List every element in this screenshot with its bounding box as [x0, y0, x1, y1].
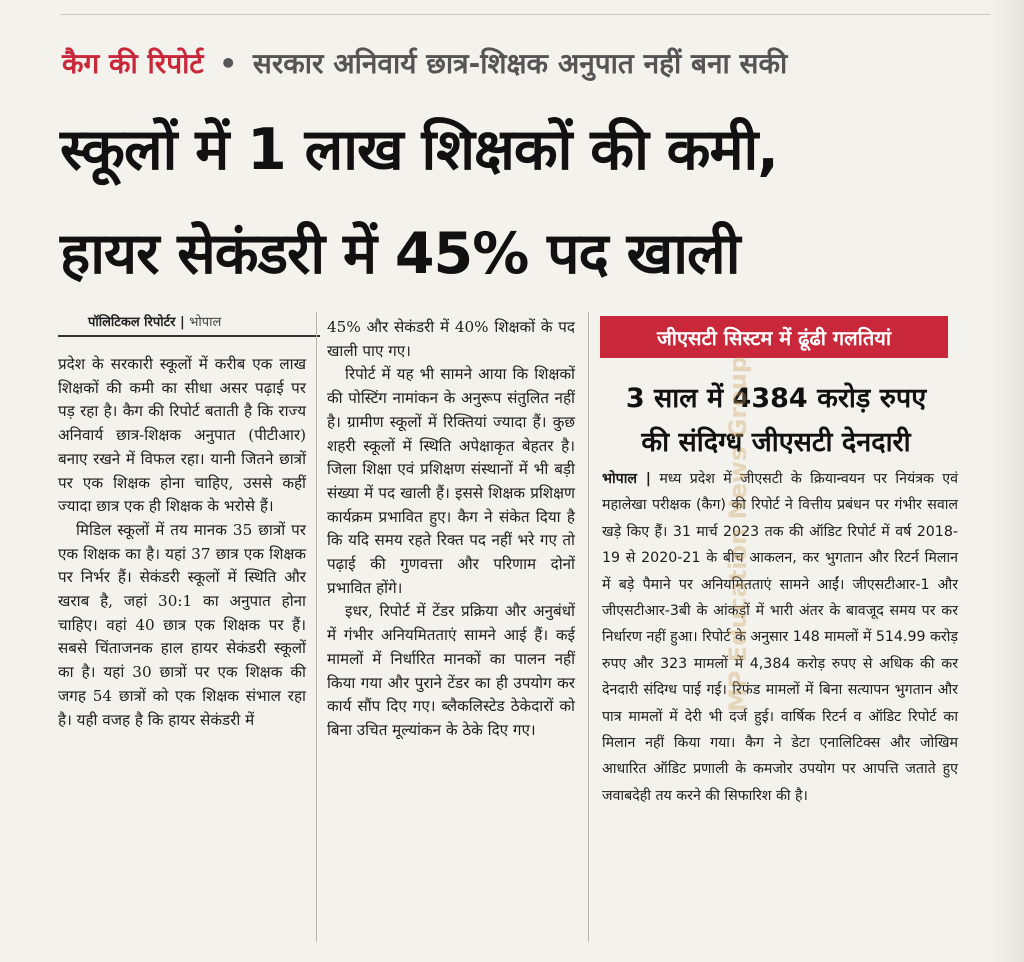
byline-reporter: पॉलिटिकल रिपोर्टर — [88, 315, 176, 330]
sidebar-title-line-1: 3 साल में 4384 करोड़ रुपए — [625, 383, 927, 414]
kicker-subtitle: सरकार अनिवार्य छात्र-शिक्षक अनुपात नहीं बना सकी — [252, 47, 788, 80]
column-divider-1 — [316, 312, 317, 942]
column-divider-2 — [588, 312, 589, 942]
article-column-2 — [327, 316, 575, 743]
headline-line-2: हायर सेकंडरी में 45% पद खाली — [60, 221, 740, 287]
sidebar-title-line-2: की संदिग्ध जीएसटी देनदारी — [641, 427, 911, 458]
kicker-label: कैग की रिपोर्ट — [62, 47, 204, 80]
article-paragraph: 45% और सेकंडरी में 40% शिक्षकों के पद खाली पाए गए। — [327, 318, 575, 360]
top-rule — [60, 14, 990, 15]
sidebar-body — [602, 466, 958, 809]
byline-rule — [58, 335, 320, 337]
sidebar-place: भोपाल | — [602, 471, 651, 487]
kicker-separator: • — [219, 47, 238, 80]
page-edge-shadow — [988, 0, 1024, 962]
byline — [88, 312, 221, 330]
byline-separator: | — [180, 315, 185, 330]
article-paragraph: मिडिल स्कूलों में तय मानक 35 छात्रों पर एक शिक्षक का है। यहां 37 छात्र एक शिक्षक पर निर्भर हैं। सेकंडरी स्कूलों में स्थिति और खराब है, जहां 30:1 का अनुपात होना चाहिए। वहां 40 छात्र एक शिक्षक पर हैं। सबसे चिंताजनक हाल हायर सेकंडरी स्कूलों का है। यहां 30 छात्रों पर एक शिक्षक की जगह 54 छात्रों को एक शिक्षक संभाल रहा है। यही वजह है कि हायर सेकंडरी में — [58, 520, 306, 729]
sidebar-label: जीएसटी सिस्टम में ढूंढी गलतियां — [600, 316, 948, 358]
kicker — [62, 44, 992, 94]
article-paragraph: रिपोर्ट में यह भी सामने आया कि शिक्षकों की पोस्टिंग नामांकन के अनुरूप संतुलित नहीं है। ग्रामीण स्कूलों में रिक्तियां ज्यादा हैं। कुछ शहरी स्कूलों में स्थिति अपेक्षाकृत बेहतर है। जिला शिक्षा एवं प्रशिक्षण संस्थानों में भी बड़ी संख्या में पद खाली हैं। इससे शिक्षक प्रशिक्षण कार्यक्रम प्रभावित हुए। कैग ने संकेत दिया है कि यदि समय रहते रिक्त पद नहीं भरे गए तो पढ़ाई की गुणवत्ता और परिणाम दोनों प्रभावित होंगे। — [327, 365, 575, 597]
article-paragraph: इधर, रिपोर्ट में टेंडर प्रक्रिया और अनुबंधों में गंभीर अनियमितताएं सामने आई हैं। कई मामलों में निर्धारित मानकों का पालन नहीं किया गया और पुराने टेंडर का ही उपयोग कर कार्य सौंप दिए गए। ब्लैकलिस्टेड ठेकेदारों को बिना उचित मूल्यांकन के ठेके दिए गए। — [327, 602, 575, 739]
article-paragraph: प्रदेश के सरकारी स्कूलों में करीब एक लाख शिक्षकों की कमी का सीधा असर पढ़ाई पर पड़ रहा है। कैग की रिपोर्ट बताती है कि राज्य अनिवार्य छात्र-शिक्षक अनुपात (पीटीआर) बनाए रखने में विफल रहा। यानी जितने छात्रों पर एक शिक्षक होना चाहिए, उससे कहीं ज्यादा छात्र एक ही शिक्षक के भरोसे हैं। — [58, 355, 306, 516]
article-column-1 — [58, 353, 306, 732]
sidebar-paragraph — [602, 466, 958, 809]
watermark: MP Education News Group — [724, 356, 752, 713]
byline-city: भोपाल — [189, 315, 222, 330]
headline-line-1: स्कूलों में 1 लाख शिक्षकों की कमी, — [60, 117, 778, 183]
sidebar-text: मध्य प्रदेश में जीएसटी के क्रियान्वयन पर नियंत्रक एवं महालेखा परीक्षक (कैग) की रिपोर्ट ने वित्तीय प्रबंधन पर गंभीर सवाल खड़े किए हैं। 31 मार्च 2023 तक की ऑडिट रिपोर्ट में वर्ष 2018-19 से 2020-21 के बीच आकलन, कर भुगतान और रिटर्न मिलान में बड़े पैमाने पर अनियमितताएं सामने आईं। जीएसटीआर-1 और जीएसटीआर-3बी के आंकड़ों में भारी अंतर के बावजूद समय पर कर निर्धारण नहीं हुआ। रिपोर्ट के अनुसार 148 मामलों में 514.99 करोड़ रुपए और 323 मामलों में 4,384 करोड़ रुपए से अधिक की कर देनदारी संदिग्ध पाई गई। रिफंड मामलों में बिना सत्यापन भुगतान और पात्र मामलों में देरी भी दर्ज हुई। वार्षिक रिटर्न व ऑडिट रिपोर्ट का मिलान नहीं किया गया। कैग ने डेटा एनालिटिक्स और जोखिम आधारित ऑडिट प्रणाली के कमजोर उपयोग पर आपत्ति जताते हुए जवाबदेही तय करने की सिफारिश की है। — [602, 471, 959, 804]
